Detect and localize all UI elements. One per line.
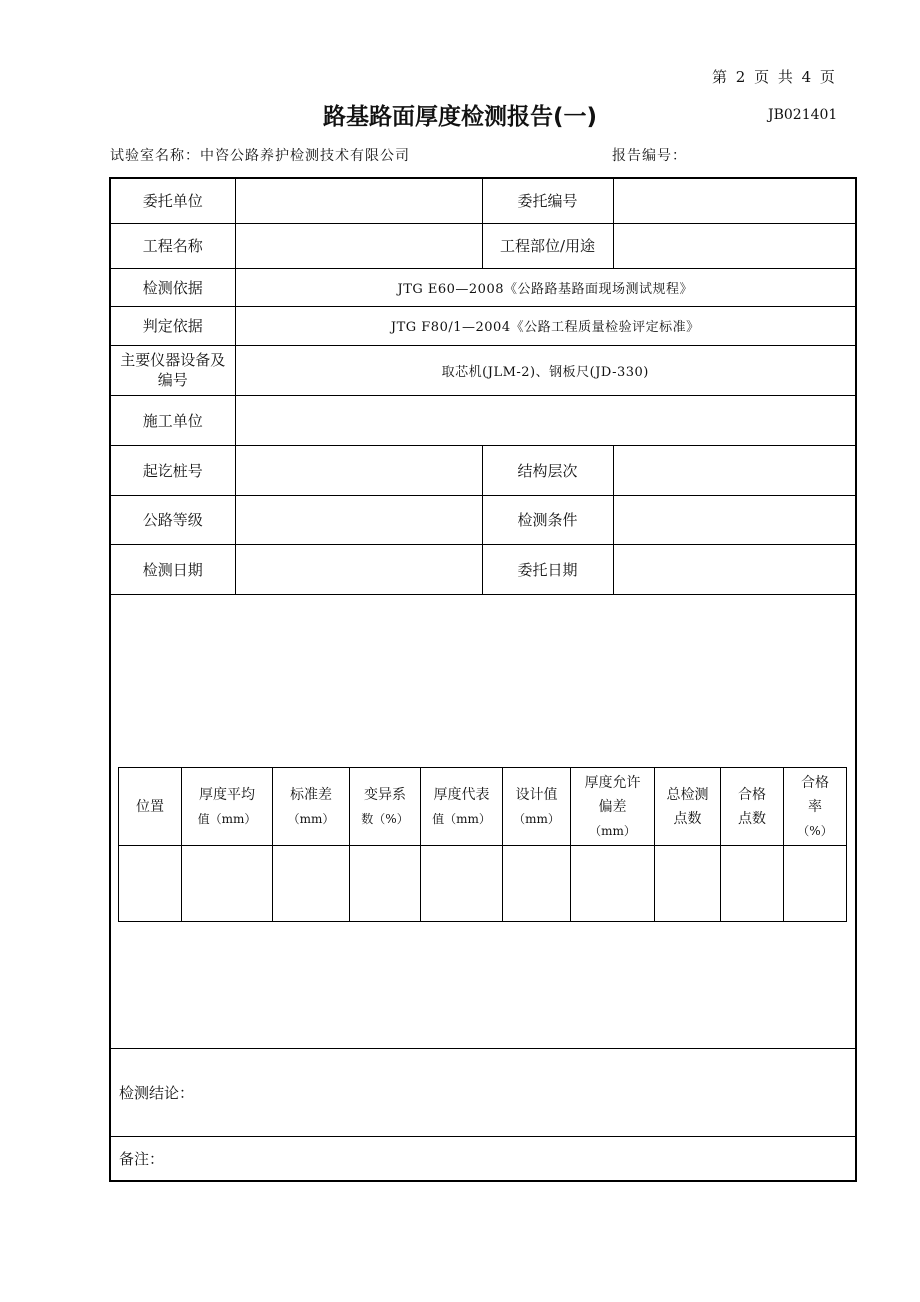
- thickness-results-table: [118, 767, 847, 922]
- col-header-design: [503, 768, 571, 846]
- report-title: 路基路面厚度检测报告(一): [322, 104, 598, 130]
- cell-rep-thickness[interactable]: [421, 846, 503, 922]
- cell-pass-rate[interactable]: [784, 846, 847, 922]
- client-date-value[interactable]: [613, 544, 856, 594]
- table-row: [119, 846, 847, 922]
- col-header-pass-points: [721, 768, 784, 846]
- road-grade-value[interactable]: [235, 495, 482, 544]
- col-header-line: 厚度代表: [433, 786, 490, 803]
- col-header-unit: （%）: [797, 823, 833, 838]
- project-name-label: 工程名称: [110, 223, 235, 268]
- col-header-unit: （mm）: [287, 811, 335, 826]
- col-header-line: 率: [808, 798, 822, 815]
- cell-avg-thickness[interactable]: [182, 846, 273, 922]
- test-basis-label: 检测依据: [110, 268, 235, 306]
- conclusion-label: 检测结论：: [119, 1083, 195, 1102]
- test-date-label: 检测日期: [110, 544, 235, 594]
- col-header-unit: （mm）: [589, 823, 636, 838]
- station-label: 起讫桩号: [110, 445, 235, 495]
- col-header-unit: 值（mm）: [197, 811, 257, 826]
- client-unit-value[interactable]: [235, 178, 482, 223]
- layer-label: 结构层次: [482, 445, 613, 495]
- cell-std-dev[interactable]: [273, 846, 350, 922]
- station-value[interactable]: [235, 445, 482, 495]
- lab-name-line: [110, 145, 410, 165]
- col-header-line: 设计值: [515, 786, 558, 803]
- report-number-label: 报告编号：: [612, 148, 687, 164]
- equipment-value: 取芯机(JLM-2)、钢板尺(JD-330): [235, 345, 856, 395]
- cell-position[interactable]: [119, 846, 182, 922]
- project-part-label: 工程部位/用途: [482, 223, 613, 268]
- equipment-label: [110, 345, 235, 395]
- remark-label: 备注：: [119, 1149, 165, 1168]
- col-header-line: 总检测: [666, 786, 709, 803]
- cell-tolerance[interactable]: [571, 846, 655, 922]
- col-header-line: 合格: [801, 774, 829, 791]
- remark-cell[interactable]: [110, 1136, 856, 1181]
- client-date-label: 委托日期: [482, 544, 613, 594]
- lab-label: 试验室名称：: [110, 148, 200, 164]
- col-header-line: 点数: [673, 810, 702, 827]
- test-condition-value[interactable]: [613, 495, 856, 544]
- project-name-value[interactable]: [235, 223, 482, 268]
- lab-name: 中咨公路养护检测技术有限公司: [200, 148, 410, 164]
- col-header-std-dev: [273, 768, 350, 846]
- test-basis-value: JTG E60—2008《公路路基路面现场测试规程》: [235, 268, 856, 306]
- col-header-line: 位置: [136, 798, 164, 815]
- form-code: JB021401: [768, 107, 838, 123]
- contractor-label: 施工单位: [110, 395, 235, 445]
- cell-design[interactable]: [503, 846, 571, 922]
- project-part-value[interactable]: [613, 223, 856, 268]
- col-header-unit: 值（mm）: [432, 811, 491, 826]
- col-header-total-points: [655, 768, 721, 846]
- col-header-avg-thickness: [182, 768, 273, 846]
- equipment-label-line2: 编号: [157, 371, 188, 389]
- equipment-label-line1: 主要仪器设备及: [120, 351, 226, 369]
- test-condition-label: 检测条件: [482, 495, 613, 544]
- col-header-unit: （mm）: [513, 811, 560, 826]
- road-grade-label: 公路等级: [110, 495, 235, 544]
- col-header-line: 标准差: [290, 786, 332, 803]
- cell-cv[interactable]: [350, 846, 421, 922]
- col-header-unit: 数（%）: [361, 811, 409, 826]
- client-no-value[interactable]: [613, 178, 856, 223]
- judge-basis-value: JTG F80/1—2004《公路工程质量检验评定标准》: [235, 306, 856, 345]
- col-header-tolerance: [571, 768, 655, 846]
- page-number: 第 2 页 共 4 页: [712, 68, 837, 86]
- col-header-pass-rate: [784, 768, 847, 846]
- col-header-line: 厚度平均: [199, 786, 255, 803]
- col-header-line: 厚度允许: [584, 774, 641, 791]
- col-header-position: [119, 768, 182, 846]
- col-header-cv: [350, 768, 421, 846]
- test-date-value[interactable]: [235, 544, 482, 594]
- col-header-rep-thickness: [421, 768, 503, 846]
- layer-value[interactable]: [613, 445, 856, 495]
- cell-total-points[interactable]: [655, 846, 721, 922]
- col-header-line: 偏差: [598, 798, 627, 815]
- col-header-line: 合格: [738, 786, 766, 803]
- conclusion-cell[interactable]: [110, 1048, 856, 1136]
- client-unit-label: 委托单位: [110, 178, 235, 223]
- contractor-value[interactable]: [235, 395, 856, 445]
- judge-basis-label: 判定依据: [110, 306, 235, 345]
- col-header-line: 变异系: [364, 786, 406, 803]
- col-header-line: 点数: [738, 810, 766, 827]
- report-form-table: [109, 177, 857, 1182]
- cell-pass-points[interactable]: [721, 846, 784, 922]
- client-no-label: 委托编号: [482, 178, 613, 223]
